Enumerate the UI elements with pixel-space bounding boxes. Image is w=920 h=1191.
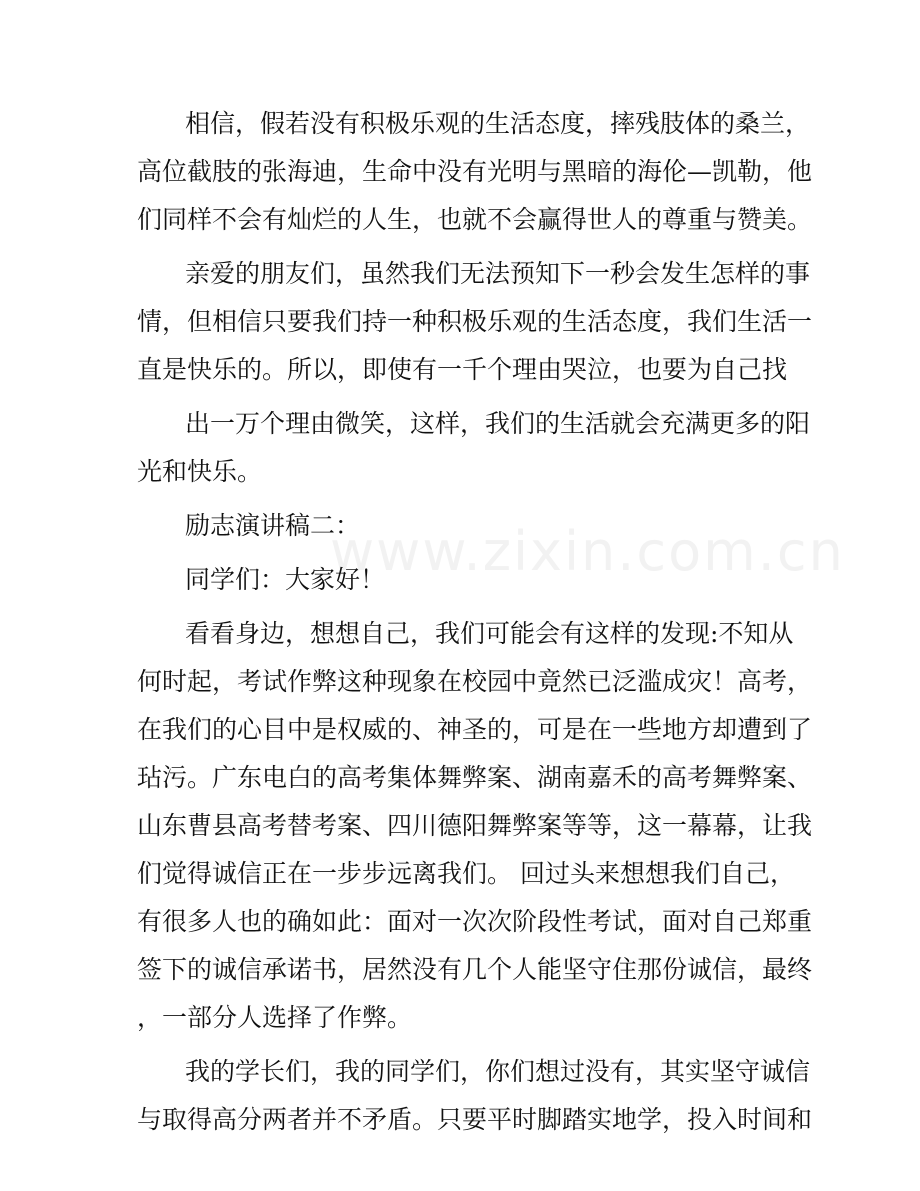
text-line: 光和快乐。 [137, 457, 263, 486]
text-line: 亲爱的朋友们，虽然我们无法预知下一秒会发生怎样的事 [185, 259, 811, 288]
watermark: www.zixin.com.cn [330, 520, 845, 583]
text-line: 情，但相信只要我们持一种积极乐观的生活态度，我们生活一 [137, 307, 813, 336]
text-line: 们同样不会有灿烂的人生，也就不会赢得世人的尊重与赞美。 [137, 205, 813, 234]
body-text [137, 100, 813, 1144]
text-line: ，一部分人选择了作弊。 [137, 1003, 413, 1032]
text-line: 们觉得诚信正在一步步远离我们。 回过头来想想我们自己， [137, 859, 795, 888]
text-line: 何时起，考试作弊这种现象在校园中竟然已泛滥成灾！高考， [137, 667, 813, 696]
text-line: 有很多人也的确如此：面对一次次阶段性考试，面对自己郑重 [137, 907, 813, 936]
text-line: 我的学长们，我的同学们，你们想过没有，其实坚守诚信 [185, 1057, 811, 1086]
text-line: 在我们的心目中是权威的、神圣的，可是在一些地方却遭到了 [137, 715, 813, 744]
text-line: 与取得高分两者并不矛盾。只要平时脚踏实地学，投入时间和 [137, 1105, 813, 1134]
greeting: 同学们：大家好！ [185, 565, 386, 594]
text-line: 高位截肢的张海迪，生命中没有光明与黑暗的海伦—凯勒，他 [137, 157, 813, 186]
text-line: 相信，假若没有积极乐观的生活态度，摔残肢体的桑兰， [185, 109, 811, 138]
text-line: 山东曹县高考替考案、四川德阳舞弊案等等，这一幕幕，让我 [137, 811, 813, 840]
text-line: 直是快乐的。所以，即使有一千个理由哭泣，也要为自己找 [137, 355, 788, 384]
text-line: 看看身边，想想自己，我们可能会有这样的发现:不知从 [185, 619, 794, 648]
text-line: 玷污。广东电白的高考集体舞弊案、湖南嘉禾的高考舞弊案、 [137, 763, 813, 792]
section-heading: 励志演讲稿二： [185, 511, 361, 540]
text-line: 签下的诚信承诺书，居然没有几个人能坚守住那份诚信，最终 [137, 955, 813, 984]
text-line: 出一万个理由微笑，这样，我们的生活就会充满更多的阳 [185, 409, 811, 438]
